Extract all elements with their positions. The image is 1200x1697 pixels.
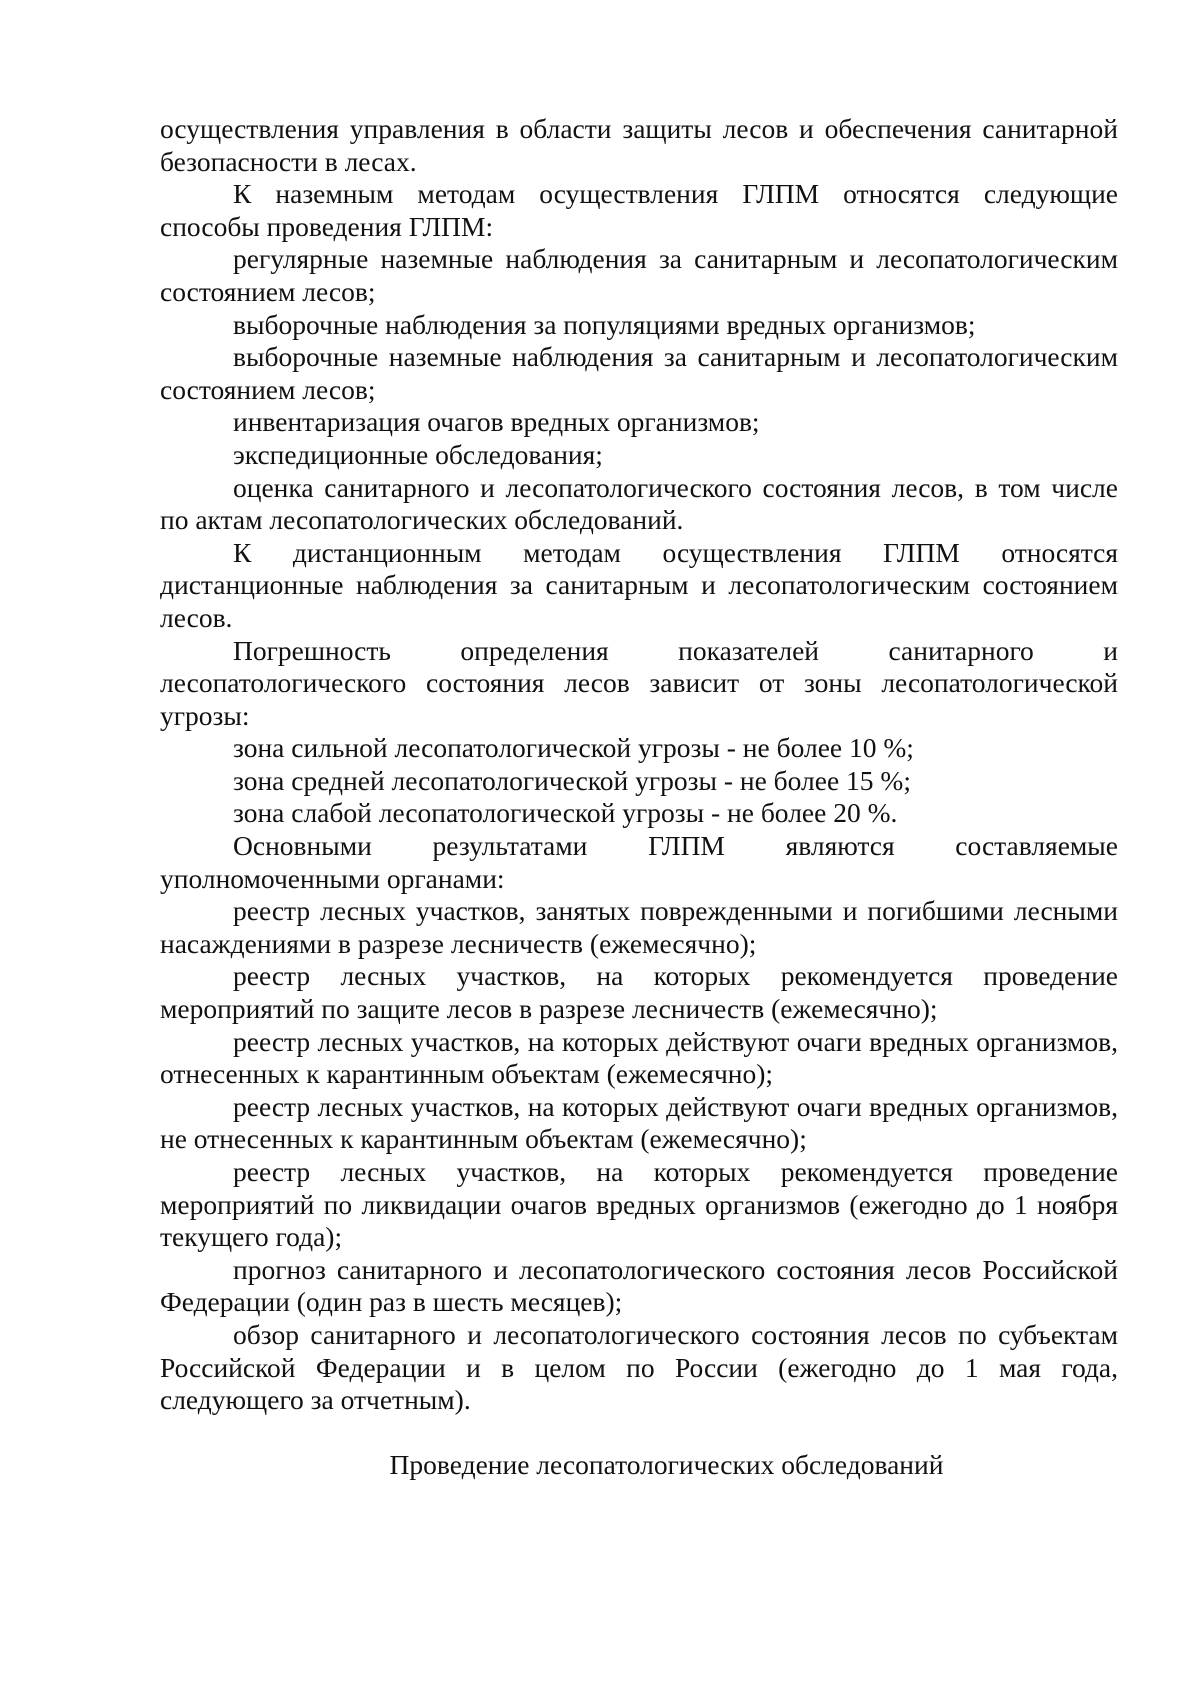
list-item: реестр лесных участков, на которых действуют очаги вредных организмов, не отнесенных к карантинным объектам (ежемесячно); xyxy=(160,1090,1118,1155)
list-item: реестр лесных участков, на которых рекомендуется проведение мероприятий по защите лесов в разрезе лесничеств (ежемесячно); xyxy=(160,960,1118,1025)
section-heading: Проведение лесопатологических обследований xyxy=(389,1449,944,1481)
list-item: реестр лесных участков, на которых рекомендуется проведение мероприятий по ликвидации очагов вредных организмов (ежегодно до 1 ноября текущего года); xyxy=(160,1156,1118,1253)
document-page xyxy=(160,113,1118,1482)
paragraph-remote-methods: К дистанционным методам осуществления ГЛПМ относятся дистанционные наблюдения за санитарным и лесопатологическим состоянием лесов. xyxy=(160,536,1118,633)
list-item: зона сильной лесопатологической угрозы - не более 10 %; xyxy=(233,732,914,764)
paragraph-ground-methods-intro: К наземным методам осуществления ГЛПМ относятся следующие способы проведения ГЛПМ: xyxy=(160,178,1118,242)
list-item: выборочные наблюдения за популяциями вредных организмов; xyxy=(233,308,976,340)
list-item: экспедиционные обследования; xyxy=(233,438,603,470)
list-item: зона слабой лесопатологической угрозы - не более 20 %. xyxy=(233,797,898,829)
list-item: оценка санитарного и лесопатологического состояния лесов, в том числе по актам лесопатологических обследований. xyxy=(160,471,1118,536)
paragraph-continuation: осуществления управления в области защиты лесов и обеспечения санитарной безопасности в лесах. xyxy=(160,113,1118,177)
list-item: зона средней лесопатологической угрозы - не более 15 %; xyxy=(233,764,911,796)
list-item: инвентаризация очагов вредных организмов; xyxy=(233,406,760,438)
list-item: реестр лесных участков, на которых действуют очаги вредных организмов, отнесенных к карантинным объектам (ежемесячно); xyxy=(160,1025,1118,1090)
list-item: обзор санитарного и лесопатологического состояния лесов по субъектам Российской Федерации и в целом по России (ежегодно до 1 мая года, следующего за отчетным). xyxy=(160,1318,1118,1416)
paragraph-error-margin-intro: Погрешность определения показателей санитарного и лесопатологического состояния лесов зависит от зоны лесопатологической угрозы: xyxy=(160,634,1118,731)
list-item: выборочные наземные наблюдения за санитарным и лесопатологическим состоянием лесов; xyxy=(160,341,1118,405)
list-item: реестр лесных участков, занятых поврежденными и погибшими лесными насаждениями в разрезе лесничеств (ежемесячно); xyxy=(160,895,1118,959)
list-item: прогноз санитарного и лесопатологического состояния лесов Российской Федерации (один раз в шесть месяцев); xyxy=(160,1253,1118,1318)
paragraph-results-intro: Основными результатами ГЛПМ являются составляемые уполномоченными органами: xyxy=(160,830,1118,894)
list-item: регулярные наземные наблюдения за санитарным и лесопатологическим состоянием лесов; xyxy=(160,243,1118,307)
